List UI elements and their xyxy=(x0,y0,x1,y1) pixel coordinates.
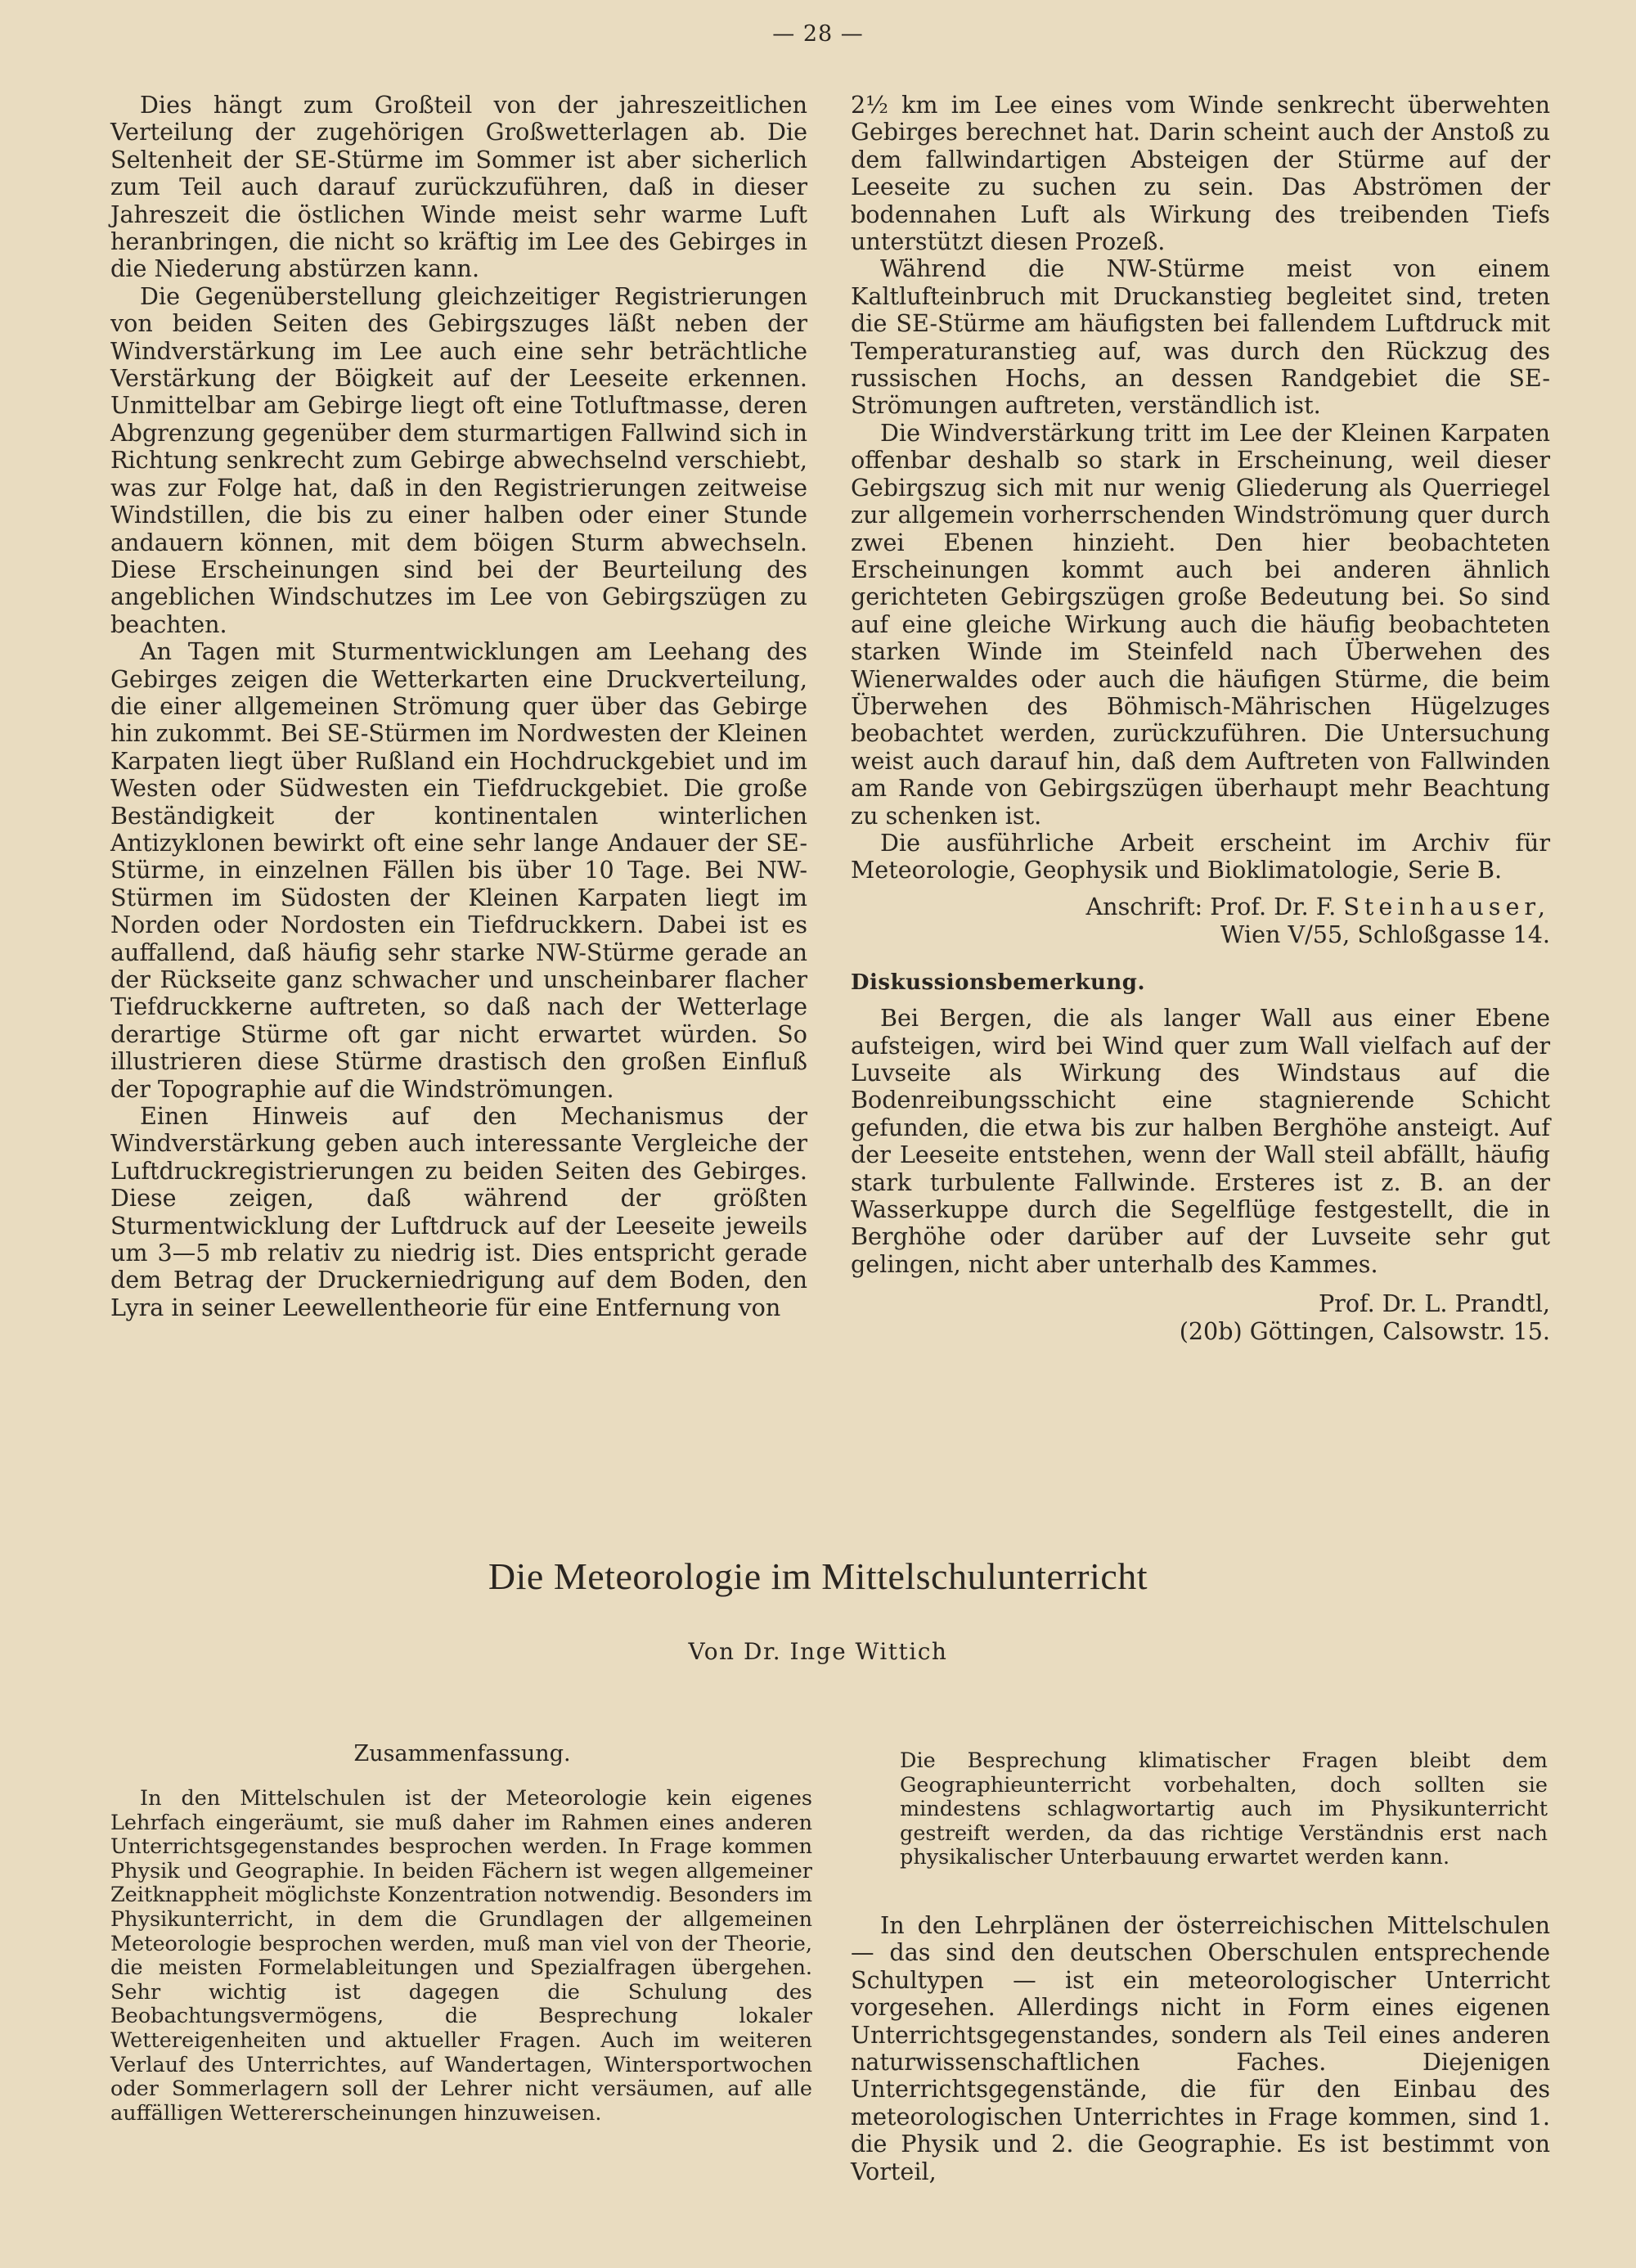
article-body-right xyxy=(851,1912,1550,2185)
article-author: Von Dr. Inge Wittich xyxy=(688,1638,948,1665)
address-name: Steinhauser, xyxy=(1343,892,1550,920)
summary-left xyxy=(110,1787,812,2126)
summary-paragraph: In den Mittelschulen ist der Meteorologie kein eigenes Lehrfach eingeräumt, sie muß daher im Rahmen eines anderen Unterrichtsgegenstandes besprochen werden. In Frage kommen Physik und Geographie. In beiden Fächern ist wegen allgemeiner Zeitknappheit möglichste Konzentration notwendig. Besonders im Physikunterricht, in dem die Grundlagen der allgemeinen Meteorologie besprochen werden, muß man viel von der Theorie, die meisten Formelableitungen und Spezialfragen übergehen. Sehr wichtig ist dagegen die Schulung des Beobachtungsvermögens, die Besprechung lokaler Wettereigenheiten und aktueller Fragen. Auch im weiteren Verlauf des Unterrichtes, auf Wandertagen, Wintersportwochen oder Sommerlagern soll der Lehrer nicht versäumen, auf alle auffälligen Wettererscheinungen hinzuweisen. xyxy=(110,1786,812,2126)
page-number: — 28 — xyxy=(772,21,864,47)
paragraph: Die Gegenüberstellung gleichzeitiger Registrierungen von beiden Seiten des Gebirgszuges läßt neben der Windverstärkung im Lee auch eine sehr beträchtliche Verstärkung der Böigkeit auf der Leeseite erkennen. Unmittelbar am Gebirge liegt oft eine Totluftmasse, deren Abgrenzung gegenüber dem sturmartigen Fallwind sich in Richtung senkrecht zum Gebirge abwechselnd verschiebt, was zur Folge hat, daß in den Registrierungen zeitweise Windstillen, die bis zu einer halben oder einer Stunde andauern können, mit dem böigen Sturm abwechseln. Diese Erscheinungen sind bei der Beurteilung des angeblichen Windschutzes im Lee von Gebirgszügen zu beachten. xyxy=(110,281,807,638)
address-prefix: Anschrift: Prof. Dr. F. xyxy=(1085,892,1337,920)
paragraph: Dies hängt zum Großteil von der jahreszeitlichen Verteilung der zugehörigen Großwetterlagen ab. Die Seltenheit der SE-Stürme im Sommer ist aber sicherlich zum Teil auch darauf zurückzuführen, daß in dieser Jahreszeit die östlichen Winde meist sehr warme Luft heranbringen, die nicht so kräftig im Lee des Gebirges in die Niederung abstürzen kann. xyxy=(110,91,807,283)
summary-paragraph: Die Besprechung klimatischer Fragen bleibt dem Geographieunterricht vorbehalten, doch sollten sie mindestens schlagwortartig auch im Physikunterricht gestreift werden, da das richtige Verständnis erst nach physikalischer Unterbauung erwartet werden kann. xyxy=(900,1748,1548,1870)
article-title: Die Meteorologie im Mittelschulunterricht xyxy=(488,1555,1148,1597)
signature-name: Prof. Dr. L. Prandtl, xyxy=(1318,1289,1550,1318)
summary-heading: Zusammenfassung. xyxy=(353,1741,571,1766)
discussion-heading: Diskussionsbemerkung. xyxy=(851,970,1146,995)
paragraph: An Tagen mit Sturmentwicklungen am Leehang des Gebirges zeigen die Wetterkarten eine Druckverteilung, die einer allgemeinen Strömung quer über das Gebirge hin zukommt. Bei SE-Stürmen im Nordwesten der Kleinen Karpaten liegt über Rußland ein Hochdruckgebiet und im Westen oder Südwesten ein Tiefdruckgebiet. Die große Beständigkeit der kontinentalen winterlichen Antizyklonen bewirkt oft eine sehr lange Andauer der SE-Stürme, in einzelnen Fällen bis über 10 Tage. Bei NW-Stürmen im Südosten der Kleinen Karpaten liegt im Norden oder Nordosten ein Tiefdruckkern. Dabei ist es auffallend, daß häufig sehr starke NW-Stürme gerade an der Rückseite ganz schwacher und unscheinbarer flacher Tiefdruckkerne auftreten, so daß nach der Wetterlage derartige Stürme oft gar nicht erwartet würden. So illustrieren diese Stürme drastisch den großen Einfluß der Topographie auf die Windströmungen. xyxy=(110,637,807,1103)
paragraph: 2½ km im Lee eines vom Winde senkrecht überwehten Gebirges berechnet hat. Darin scheint auch der Anstoß zu dem fallwindartigen Absteigen der Stürme auf der Leeseite zu suchen zu sein. Das Abströmen der bodennahen Luft als Wirkung des treibenden Tiefs unterstützt diesen Prozeß. xyxy=(851,91,1550,256)
summary-right xyxy=(900,1749,1548,1870)
discussion-text: Bei Bergen, die als langer Wall aus einer Ebene aufsteigen, wird bei Wind quer zum Wall vielfach auf der Luvseite als Wirkung des Windstaus auf die Bodenreibungsschicht eine stagnierende Schicht gefunden, die etwa bis zur halben Berghöhe ansteigt. Auf der Leeseite entstehen, wenn der Wall steil abfällt, häufig stark turbulente Fallwinde. Ersteres ist z. B. an der Wasserkuppe durch die Segelflüge festgestellt, die in Berghöhe oder darüber auf der Luvseite sehr gut gelingen, nicht aber unterhalb des Kammes. xyxy=(851,1004,1550,1278)
left-column-top xyxy=(110,92,807,1321)
address-line: Wien V/55, Schloßgasse 14. xyxy=(1220,920,1550,948)
signature-address: (20b) Göttingen, Calsowstr. 15. xyxy=(1179,1317,1550,1346)
author-address xyxy=(851,893,1550,948)
right-column-top xyxy=(851,92,1550,1345)
paragraph: Während die NW-Stürme meist von einem Kaltlufteinbruch mit Druckanstieg begleitet sind, treten die SE-Stürme am häufigsten bei fallendem Luftdruck mit Temperaturanstieg auf, was durch den Rückzug des russischen Hochs, an dessen Randgebiet die SE-Strömungen auftreten, verständlich ist. xyxy=(851,254,1550,420)
paragraph: In den Lehrplänen der österreichischen Mittelschulen — das sind den deutschen Oberschulen entsprechende Schultypen — ist ein meteorologischer Unterricht vorgesehen. Allerdings nicht in Form eines eigenen Unterrichtsgegenstandes, sondern als Teil eines anderen naturwissenschaftlichen Faches. Diejenigen Unterrichtsgegenstände, die für den Einbau des meteorologischen Unterrichtes in Frage kommen, sind 1. die Physik und 2. die Geographie. Es ist bestimmt von Vorteil, xyxy=(851,1911,1550,2185)
paragraph: Die ausführliche Arbeit erscheint im Archiv für Meteorologie, Geophysik und Bioklimatologie, Serie B. xyxy=(851,828,1550,884)
paragraph: Einen Hinweis auf den Mechanismus der Windverstärkung geben auch interessante Vergleiche der Luftdruckregistrierungen zu beiden Seiten des Gebirges. Diese zeigen, daß während der größten Sturmentwicklung der Luftdruck auf der Leeseite jeweils um 3—5 mb relativ zu niedrig ist. Dies entspricht gerade dem Betrag der Druckerniedrigung auf dem Boden, den Lyra in seiner Leewellentheorie für eine Entfernung von xyxy=(110,1102,807,1321)
signature xyxy=(851,1289,1550,1345)
paragraph: Die Windverstärkung tritt im Lee der Kleinen Karpaten offenbar deshalb so stark in Erscheinung, weil dieser Gebirgszug sich mit nur wenig Gliederung als Querriegel zur allgemein vorherrschenden Windströmung quer durch zwei Ebenen hinzieht. Den hier beobachteten Erscheinungen kommt auch bei anderen ähnlich gerichteten Gebirgszügen große Bedeutung bei. So sind auf eine gleiche Wirkung auch die häufig beobachteten starken Winde im Steinfeld nach Überwehen des Wienerwaldes oder auch die häufigen Stürme, die beim Überwehen des Böhmisch-Mährischen Hügelzuges beobachtet werden, zurückzuführen. Die Untersuchung weist auch darauf hin, daß dem Auftreten von Fallwinden am Rande von Gebirgszügen überhaupt mehr Beachtung zu schenken ist. xyxy=(851,418,1550,830)
